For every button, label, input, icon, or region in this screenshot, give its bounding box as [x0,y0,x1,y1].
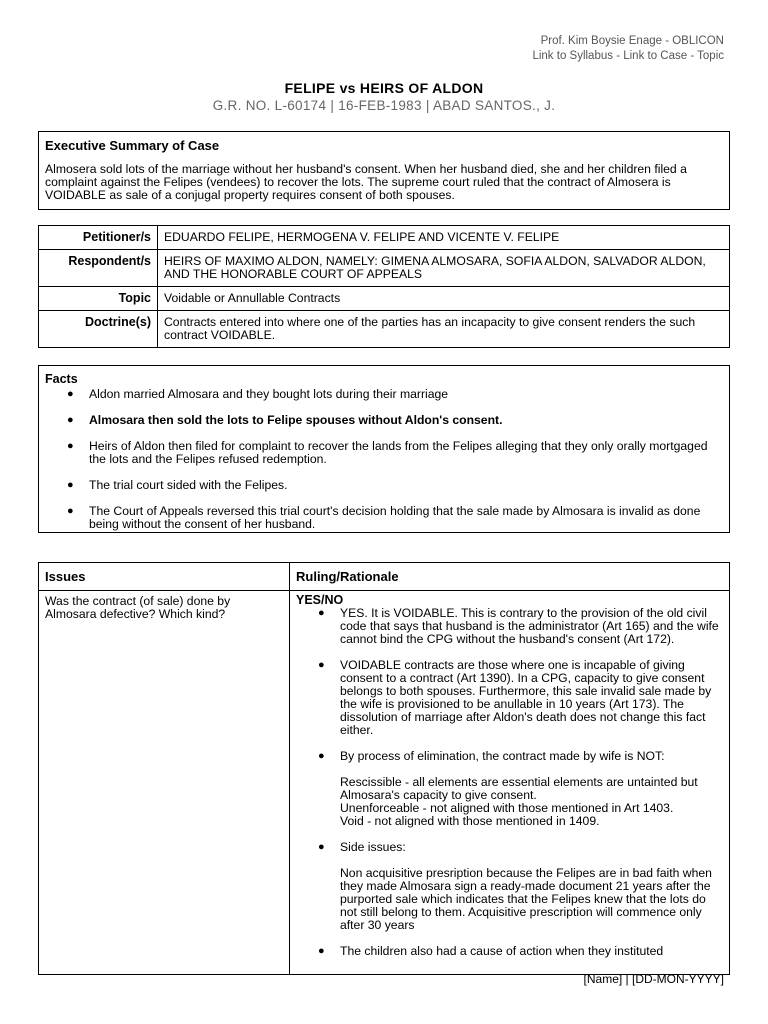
petitioner-label: Petitioner/s [39,226,158,250]
footer-name-date: [Name] | [DD-MON-YYYY] [583,972,724,986]
issues-header: Issues [39,563,290,591]
bullet-icon: ● [318,607,325,619]
case-subtitle: G.R. NO. L-60174 | 16-FEB-1983 | ABAD SANTOS., J. [212,98,556,113]
doctrine-value: Contracts entered into where one of the parties has an incapacity to give consent renders the such contract VOIDABLE. [158,311,730,348]
respondent-label: Respondent/s [39,250,158,287]
list-item: ● The Court of Appeals reversed this trial court's decision holding that the sale made by Almosara is invalid as done being without the consent of her husband. [67,504,701,531]
list-item: ● VOIDABLE contracts are those where one is incapable of giving consent to a contract (Art 1390). In a CPG, capacity to give consent belongs to both spouses. Furthermore, this sale invalid sale made by the wife is provisioned to be anullable in 10 years (Art 173). The dissolution of marriage after Aldon's death does not change this fact either. [318,658,712,737]
summary-heading: Executive Summary of Case [45,138,220,153]
table-row [39,311,730,348]
ruling-cell [290,591,730,975]
list-item: ● Almosara then sold the lots to Felipe spouses without Aldon's consent. [67,413,503,427]
bullet-icon: ● [67,388,74,400]
table-row [39,287,730,311]
table-row [39,250,730,287]
list-item: ● The trial court sided with the Felipes. [67,478,288,492]
doctrine-label: Doctrine(s) [39,311,158,348]
respondent-value: HEIRS OF MAXIMO ALDON, NAMELY: GIMENA ALMOSARA, SOFIA ALDON, SALVADOR ALDON, AND THE HONORABLE COURT OF APPEALS [158,250,730,287]
bullet-icon: ● [318,841,325,853]
table-row [39,591,730,975]
table-row [39,226,730,250]
ruling-header: Ruling/Rationale [290,563,730,591]
bullet-icon: ● [67,440,74,452]
bullet-icon: ● [318,750,325,762]
table-header-row [39,563,730,591]
author-line: Prof. Kim Boysie Enage - OBLICON [540,35,724,47]
facts-heading: Facts [45,372,78,386]
side-issues-text: Non acquisitive presription because the Felipes are in bad faith when they made Almosara sign a ready-made document 21 years after the purported sale which indicates that the Felipes knew that the lots do not still belong to them. Acquisitive prescription will commence only after 30 years [340,866,712,932]
rescissible-text: Rescissible - all elements are essential elements are untainted but Almosara's capacity to give consent. [340,775,698,802]
executive-summary [38,131,730,210]
list-item: ● By process of elimination, the contract made by wife is NOT: Rescissible - all elements are essential elements are untainted but Almosara's capacity to give consent. Unenforceable - not aligned with those mentioned in Art 1403. Void - not aligned with those mentioned in 1409. [296,750,723,828]
list-item: ● YES. It is VOIDABLE. This is contrary to the provision of the old civil code that says that husband is the administrator (Art 165) and the wife cannot bind the CPG without the husband's consent (Art 172). [318,606,719,646]
ruling-table [38,562,730,975]
facts-section [38,365,730,533]
list-item: ● Heirs of Aldon then filed for complaint to recover the lands from the Felipes alleging that they only orally mortgaged the lots and the Felipes refused redemption. [67,439,708,466]
petitioner-value: EDUARDO FELIPE, HERMOGENA V. FELIPE AND VICENTE V. FELIPE [158,226,730,250]
list-item: ● Aldon married Almosara and they bought lots during their marriage [67,387,449,401]
header-meta [532,34,724,64]
yes-no-label: YES/NO [296,593,344,607]
void-text: Void - not aligned with those mentioned in 1409. [340,814,600,828]
summary-text: Almosera sold lots of the marriage without her husband's consent. When her husband died, she and her children filed a complaint against the Felipes (vendees) to recover the lots. The supreme court ruled that the contract of Almosera is VOIDABLE as sale of a conjugal property requires consent of both spouses. [45,162,687,202]
bullet-icon: ● [67,505,74,517]
unenforceable-text: Unenforceable - not aligned with those mentioned in Art 1403. [340,801,674,815]
links-line[interactable]: Link to Syllabus - Link to Case - Topic [532,50,724,62]
bullet-icon: ● [67,479,74,491]
case-info-table [38,225,730,348]
elimination-details [340,776,723,828]
issue-cell: Was the contract (of sale) done by Almosara defective? Which kind? [39,591,290,975]
page-title: FELIPE vs HEIRS OF ALDON [284,80,484,96]
facts-list [45,388,723,531]
list-item: ● The children also had a cause of action when they instituted [318,944,664,958]
list-item: ● Side issues: Non acquisitive presription because the Felipes are in bad faith when they made Almosara sign a ready-made document 21 years after the purported sale which indicates that the Felipes knew that the lots do not still belong to them. Acquisitive prescription will commence only after 30 years [296,841,723,932]
bullet-icon: ● [318,945,325,957]
ruling-list [296,607,723,958]
bullet-icon: ● [67,414,74,426]
bullet-icon: ● [318,659,325,671]
topic-label: Topic [39,287,158,311]
topic-value: Voidable or Annullable Contracts [158,287,730,311]
